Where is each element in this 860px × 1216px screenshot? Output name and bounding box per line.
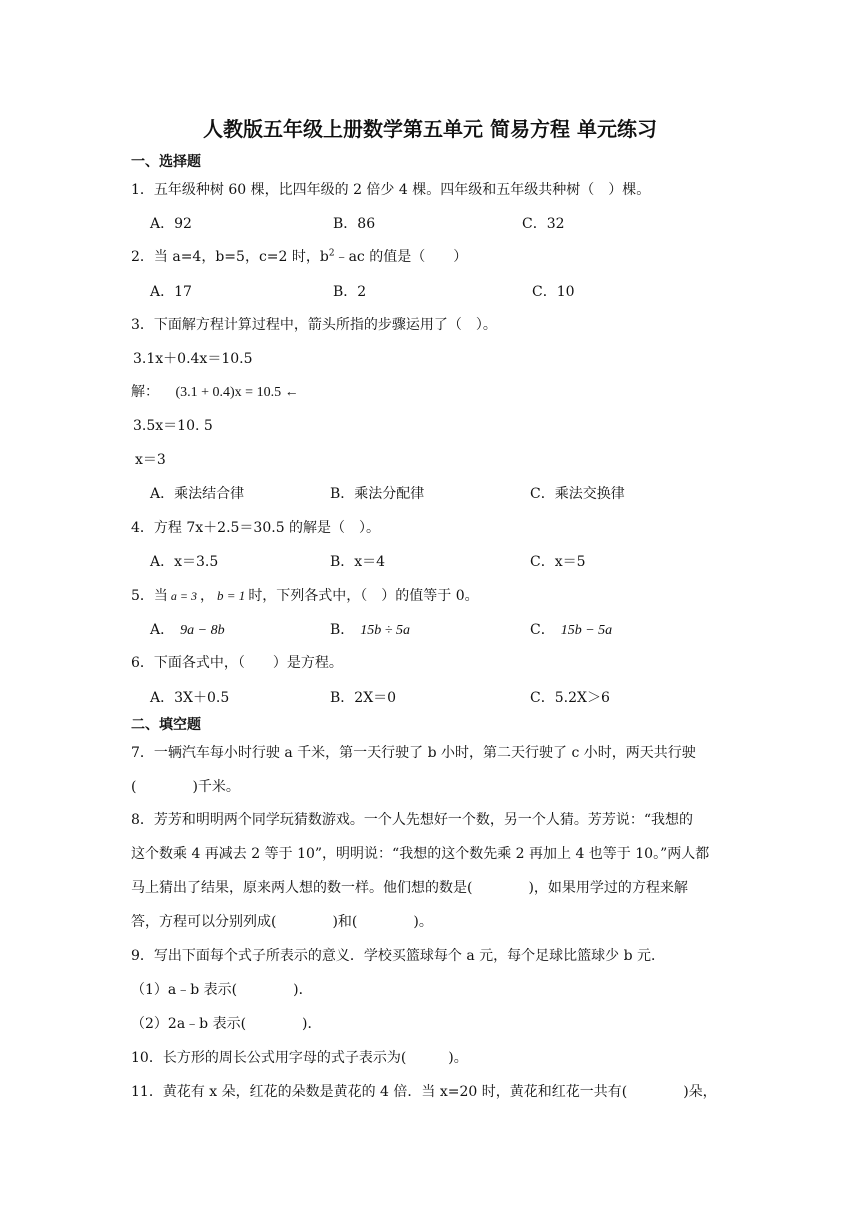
q5-option-b [330,620,410,641]
question-8-line-1: 8．芳芳和明明两个同学玩猜数游戏。一个人先想好一个数，另一个人猜。芳芳说：“我想的 [131,812,694,828]
q4-option-c: C．x＝5 [530,554,586,570]
question-6: 6．下面各式中，（ ）是方程。 [131,655,343,671]
q2-option-c: C．10 [532,284,575,300]
q3-equation-line-2 [131,382,299,403]
q5-option-a-expr: 9a − 8b [180,623,225,638]
q3-option-c: C．乘法交换律 [530,486,625,502]
question-8-line-2: 这个数乘 4 再减去 2 等于 10”，明明说：“我想的这个数先乘 2 再加上 4 也等于 10。”两人都 [131,846,710,862]
question-2 [131,247,467,267]
q3-option-a: A．乘法结合律 [150,486,245,502]
q5-option-c-label: C． [530,622,555,638]
question-9-line-3: （2）2a﹣b 表示( )． [131,1016,322,1032]
q5-condition-b: b = 1 [217,588,246,603]
q5-condition-a: a = 3 [170,589,198,603]
q4-option-b: B．x＝4 [330,554,386,570]
section-heading-fill: 二、填空题 [131,717,201,733]
q3-solution-label: 解： [131,384,159,400]
q1-option-b: B．86 [333,216,376,232]
q3-option-b: B．乘法分配律 [330,486,425,502]
question-3: 3．下面解方程计算过程中，箭头所指的步骤运用了（ ）。 [131,317,497,333]
q5-separator: ， [200,588,215,604]
q1-option-c: C．32 [522,216,565,232]
q3-equation-line-1: 3.1x＋0.4x＝10.5 [133,351,253,367]
section-heading-choice: 一、选择题 [131,154,201,170]
q3-equation-line-3: 3.5x＝10. 5 [133,418,213,434]
question-1: 1．五年级种树 60 棵，比四年级的 2 倍少 4 棵。四年级和五年级共种树（ ）棵。 [131,182,651,198]
question-7-line-2: ( )千米。 [131,779,240,795]
question-8-line-3: 马上猜出了结果，原来两人想的数一样。他们想的数是( )，如果用学过的方程来解 [131,880,688,896]
question-9-line-1: 9．写出下面每个式子所表示的意义．学校买篮球每个 a 元，每个足球比篮球少 b 元． [131,948,666,964]
question-10: 10．长方形的周长公式用字母的式子表示为( )。 [131,1050,468,1066]
question-9-line-2: （1）a﹣b 表示( )． [131,982,313,998]
q2-option-b: B．2 [333,284,367,300]
q3-equation-line-4: x＝3 [135,452,166,468]
q5-option-a [150,620,225,641]
q4-option-a: A．x＝3.5 [150,554,219,570]
q5-text-pre: 5．当 [131,588,168,604]
question-8-line-4: 答，方程可以分别列成( )和( )。 [131,914,433,930]
q2-superscript: 2 [328,248,335,259]
q2-option-a: A．17 [150,284,192,300]
q5-option-b-label: B． [330,622,355,638]
q5-option-a-label: A． [150,622,175,638]
q6-option-a: A．3X＋0.5 [150,690,230,706]
q5-option-c-expr: 15b − 5a [560,623,613,638]
question-7-line-1: 7．一辆汽车每小时行驶 a 千米，第一天行驶了 b 小时，第二天行驶了 c 小时，两天共行驶 [131,745,696,761]
q5-option-b-expr: 15b ÷ 5a [360,623,410,638]
q6-option-b: B．2X＝0 [330,690,397,706]
q5-option-c [530,620,612,641]
question-11: 11．黄花有 x 朵，红花的朵数是黄花的 4 倍．当 x=20 时，黄花和红花一共有( )朵， [131,1084,717,1100]
q5-text-post: 时，下列各式中，（ ）的值等于 0。 [248,588,479,604]
q2-text-pre: 2．当 a=4，b=5，c=2 时，b [131,249,329,265]
q6-option-c: C．5.2X＞6 [530,690,610,706]
q2-text-post: ﹣ac 的值是（ ） [334,249,468,265]
question-4: 4．方程 7x＋2.5＝30.5 的解是（ ）。 [131,520,381,536]
q1-option-a: A．92 [150,216,192,232]
q3-arrow-step: (3.1 + 0.4)x = 10.5 ← [175,385,299,400]
question-5 [131,586,479,606]
page-title: 人教版五年级上册数学第五单元 简易方程 单元练习 [203,117,657,141]
